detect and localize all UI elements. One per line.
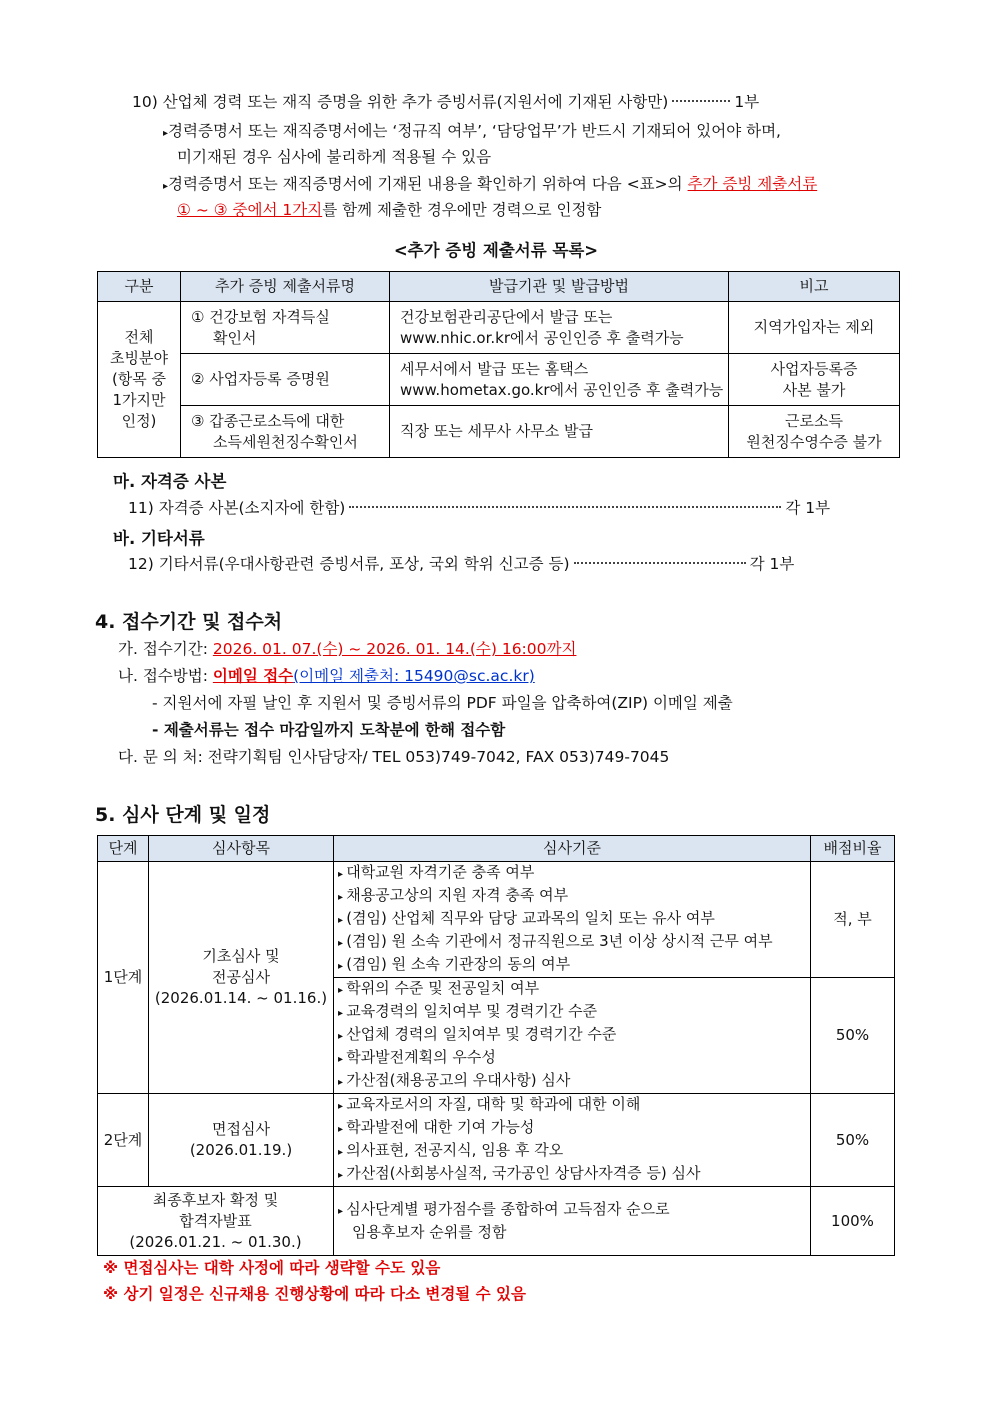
stage2-label: 2단계 [98,1094,149,1187]
stage1-criteria-b: ▸ 학위의 수준 및 전공일치 여부 ▸ 교육경력의 일치여부 및 경력기간 수준 ▸ 산업체 경력의 일치여부 및 경력기간 수준 ▸ 학과발전계획의 우수성 ▸ 가산점(채용공고의 우대사항) 심사 [334,978,811,1094]
item-12: 12) 기타서류(우대사항관련 증빙서류, 포상, 국외 학위 신고증 등) 각 1부 [128,555,795,573]
stage1-score-a: 적, 부 [811,862,895,978]
header-criteria: 심사기준 [334,836,811,862]
header-doc-name: 추가 증빙 제출서류명 [181,272,390,302]
doc-name-1: ① 건강보험 자격득실 확인서 [181,302,390,354]
table1-caption: <추가 증빙 제출서류 목록> [393,241,599,260]
stage1-score-b: 50% [811,978,895,1094]
section-ma-title: 마. 자격증 사본 [113,472,227,491]
header-score: 배점비율 [811,836,895,862]
reception-period: 가. 접수기간: 2026. 01. 07.(수) ~ 2026. 01. 14.(수) 16:00까지 [118,640,577,658]
reception-sub-1: - 지원서에 자필 날인 후 지원서 및 증빙서류의 PDF 파일을 압축하여(ZIP) 이메일 제출 [152,694,733,712]
item-10: 10) 산업체 경력 또는 재직 증명을 위한 추가 증빙서류(지원서에 기재된 사항만) 1부 [132,93,760,111]
item-10-note-1: ▸경력증명서 또는 재직증명서에는 ‘정규직 여부’, ‘담당업무’가 반드시 기재되어 있어야 하며, [163,122,781,140]
final-score: 100% [811,1187,895,1256]
doc-name-3: ③ 갑종근로소득에 대한 소득세원천징수확인서 [181,406,390,458]
email-link[interactable]: (이메일 제출처: 15490@sc.ac.kr) [293,667,535,685]
stage1-label: 1단계 [98,862,149,1094]
header-note: 비고 [729,272,900,302]
final-criteria: ▸ 심사단계별 평가점수를 종합하여 고득점자 순으로 임용후보자 순위를 정함 [334,1187,811,1256]
section-4-title: 4. 접수기간 및 접수처 [95,611,283,633]
note-schedule-change: ※ 상기 일정은 신규채용 진행상황에 따라 다소 변경될 수 있음 [103,1285,526,1303]
category-cell: 전체 초빙분야 (항목 중 1가지만 인정) [98,302,181,458]
section-5-title: 5. 심사 단계 및 일정 [95,804,271,826]
note-2: 사업자등록증 사본 불가 [729,354,900,406]
issuer-3: 직장 또는 세무사 사무소 발급 [390,406,729,458]
note-3: 근로소득 원천징수영수증 불가 [729,406,900,458]
doc-name-2: ② 사업자등록 증명원 [181,354,390,406]
note-1: 지역가입자는 제외 [729,302,900,354]
stage1-item: 기초심사 및 전공심사 (2026.01.14. ~ 01.16.) [149,862,334,1094]
stage2-score: 50% [811,1094,895,1187]
inquiry: 다. 문 의 처: 전략기획팀 인사담당자/ TEL 053)749-7042, FAX 053)749-7045 [118,748,670,766]
note-interview-skip: ※ 면접심사는 대학 사정에 따라 생략할 수도 있음 [103,1259,441,1277]
final-item: 최종후보자 확정 및 합격자발표 (2026.01.21. ~ 01.30.) [98,1187,334,1256]
item-10-note-2-cont: ① ~ ③ 중에서 1가지를 함께 제출한 경우에만 경력으로 인정함 [177,201,602,219]
header-issuer: 발급기관 및 발급방법 [390,272,729,302]
item-11: 11) 자격증 사본(소지자에 한함) 각 1부 [128,499,831,517]
issuer-2: 세무서에서 발급 또는 홈택스 www.hometax.go.kr에서 공인인증 후 출력가능 [390,354,729,406]
section-ba-title: 바. 기타서류 [113,529,205,548]
reception-sub-2: - 제출서류는 접수 마감일까지 도착분에 한해 접수함 [152,721,506,739]
issuer-1: 건강보험관리공단에서 발급 또는 www.nhic.or.kr에서 공인인증 후 출력가능 [390,302,729,354]
header-category: 구분 [98,272,181,302]
supporting-documents-table [97,271,900,458]
stage2-criteria: ▸ 교육자로서의 자질, 대학 및 학과에 대한 이해 ▸ 학과발전에 대한 기여 가능성 ▸ 의사표현, 전공지식, 임용 후 각오 ▸ 가산점(사회봉사실적, 국가공인 상담사자격증 등) 심사 [334,1094,811,1187]
reception-method: 나. 접수방법: 이메일 접수(이메일 제출처: 15490@sc.ac.kr) [118,667,535,685]
item-10-note-2: ▸경력증명서 또는 재직증명서에 기재된 내용을 확인하기 위하여 다음 <표>의 추가 증빙 제출서류 [163,175,818,193]
item-10-note-1-cont: 미기재된 경우 심사에 불리하게 적용될 수 있음 [177,148,492,166]
header-item: 심사항목 [149,836,334,862]
stage2-item: 면접심사 (2026.01.19.) [149,1094,334,1187]
screening-schedule-table [97,835,895,1256]
stage1-criteria-a: ▸ 대학교원 자격기준 충족 여부 ▸ 채용공고상의 지원 자격 충족 여부 ▸ (겸임) 산업체 직무와 담당 교과목의 일치 또는 유사 여부 ▸ (겸임) 원 소속 기관에서 정규직원으로 3년 이상 상시적 근무 여부 ▸ (겸임) 원 소속 기관장의 동의 여부 [334,862,811,978]
header-stage: 단계 [98,836,149,862]
